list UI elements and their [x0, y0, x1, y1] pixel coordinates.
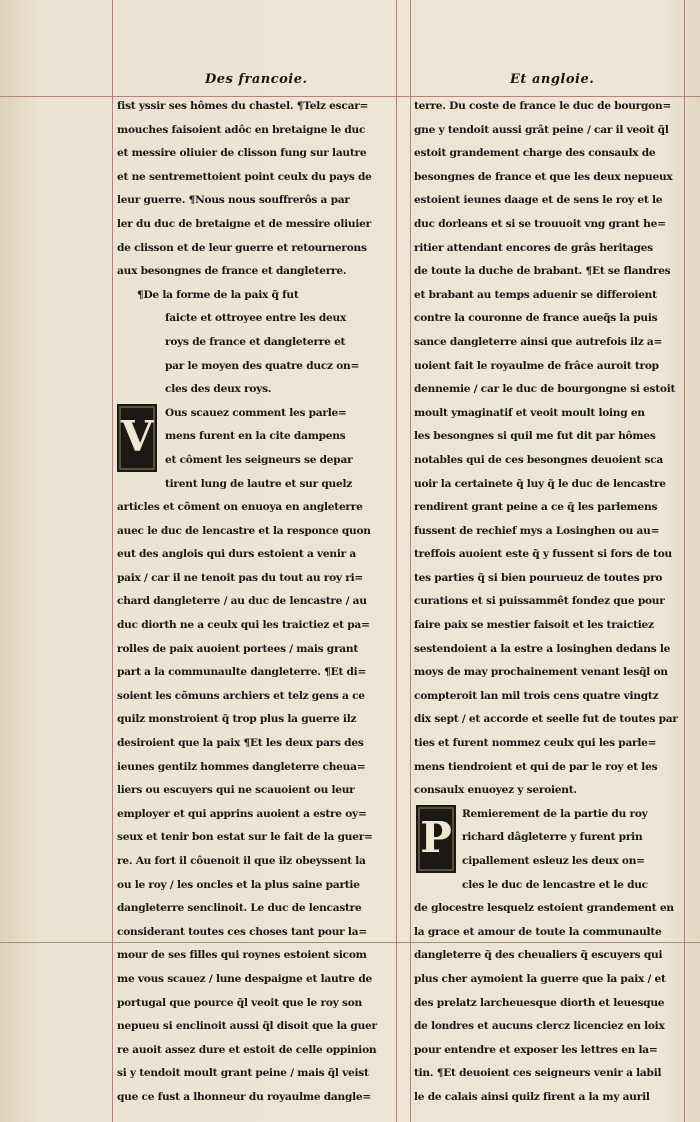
text-line: soient les cõmuns archiers et telz gens a ce [117, 689, 365, 702]
text-line: ou le roy / les oncles et la plus saine partie [117, 878, 360, 891]
text-line: moult ymaginatif et veoit moult loing en [414, 406, 645, 419]
text-line: fussent de rechief mys a Losinghen ou au= [414, 524, 660, 537]
text-line: part a la communaulte dangleterre. ¶Et di= [117, 666, 367, 679]
margin-rule-right [684, 0, 685, 1122]
text-line: duc dorleans et si se trouuoit vng grant he= [414, 217, 666, 230]
text-line: dangleterre senclinoit. Le duc de lencastre [117, 902, 362, 915]
text-line: estoit grandement charge des consaulx de [414, 147, 656, 160]
text-line: portugal que pource q̃l veoit que le roy son [117, 996, 362, 1009]
text-line: cles le duc de lencastre et le duc [462, 878, 648, 891]
text-line: seux et tenir bon estat sur le fait de la guer= [117, 831, 373, 844]
running-head-left: Des francoie. [205, 72, 308, 87]
text-line: richard dâgleterre y furent prin [462, 831, 643, 844]
right-column [414, 95, 684, 1110]
text-line: plus cher aymoient la guerre que la paix / et [414, 972, 666, 985]
text-line: moys de may prochainement venant lesq̃l on [414, 666, 668, 679]
text-line: le de calais ainsi quilz firent a la my auril [414, 1090, 650, 1103]
chapter-heading-line: ¶De la forme de la paix q̃ fut [137, 288, 299, 301]
text-line: tin. ¶Et deuoient ces seigneurs venir a labil [414, 1067, 662, 1080]
text-line: compteroit lan mil trois cens quatre vingtz [414, 689, 659, 702]
text-line: aux besongnes de france et dangleterre. [117, 265, 347, 278]
text-line: duc diorth ne a ceulx qui les traictiez et pa= [117, 619, 370, 632]
text-line: contre la couronne de france aueq̃s la puis [414, 312, 658, 325]
text-line: eut des anglois qui durs estoient a venir a [117, 548, 356, 561]
paragraph-block [117, 402, 395, 1110]
text-line: besongnes de france et que les deux nepueux [414, 170, 673, 183]
text-line: de glocestre lesquelz estoient grandement en [414, 902, 674, 915]
text-line: de clisson et de leur guerre et retournerons [117, 241, 367, 254]
text-line: dix sept / et accorde et seelle fut de toutes par [414, 713, 678, 726]
text-line: treffois auoient este q̃ y fussent si fors de tou [414, 548, 672, 561]
text-line: uoir la certainete q̃ luy q̃ le duc de lencastre [414, 477, 666, 490]
chapter-heading [117, 284, 395, 402]
text-line: rendirent grant peine a ce q̃ les parlemens [414, 501, 658, 514]
text-line: curations et si puissammêt fondez que pour [414, 595, 665, 608]
text-line: estoient ieunes daage et de sens le roy et le [414, 194, 663, 207]
text-line: mouches faisoient adôc en bretaigne le duc [117, 123, 366, 136]
text-line: tirent lung de lautre et sur quelz [165, 477, 353, 490]
text-line: desiroient que la paix ¶Et les deux pars des [117, 737, 364, 750]
margin-rule-gutter-right [410, 0, 411, 1122]
decorated-initial: V [117, 404, 157, 472]
text-line: sestendoient a la estre a losinghen dedans le [414, 642, 671, 655]
text-line: fist yssir ses hômes du chastel. ¶Telz escar= [117, 100, 369, 112]
margin-rule-gutter-left [396, 0, 397, 1122]
text-line: dangleterre q̃ des cheualiers q̃ escuyers qui [414, 949, 663, 962]
text-line: ritier attendant encores de grâs heritages [414, 241, 653, 254]
text-line: ieunes gentilz hommes dangleterre cheua= [117, 760, 366, 773]
text-line: re auoit assez dure et estoit de celle oppinion [117, 1043, 377, 1056]
text-line: ties et furent nommez ceulx qui les parle= [414, 737, 657, 750]
text-line: Remierement de la partie du roy [462, 807, 648, 820]
left-column [117, 95, 395, 1110]
text-line: des prelatz larcheuesque diorth et leuesque [414, 996, 665, 1009]
text-line: me vous scauez / lune despaigne et lautre de [117, 972, 372, 985]
text-line: la grace et amour de toute la communaulte [414, 925, 662, 938]
text-line: si y tendoit moult grant peine / mais q̃l veist [117, 1067, 369, 1080]
decorated-initial: P [416, 805, 456, 873]
text-line: consaulx enuoyez y seroient. [414, 784, 577, 797]
text-line: dennemie / car le duc de bourgongne si estoit [414, 383, 676, 396]
text-line: gne y tendoit aussi grât peine / car il veoit q̃l [414, 123, 669, 136]
text-line: chard dangleterre / au duc de lencastre / au [117, 595, 367, 608]
text-line: uoient fait le royaulme de frâce auroit trop [414, 359, 659, 372]
text-line: et côment les seigneurs se depar [165, 453, 353, 466]
text-line: ler du duc de bretaigne et de messire oliuier [117, 217, 371, 230]
text-line: que ce fust a lhonneur du royaulme dangle= [117, 1090, 372, 1103]
text-line: tes parties q̃ si bien pourueuz de toutes pro [414, 571, 663, 584]
text-line: les besongnes si quil me fut dit par hômes [414, 430, 656, 443]
text-line: faire paix se mestier faisoit et les traictiez [414, 619, 654, 632]
text-line: mens tiendroient et qui de par le roy et les [414, 760, 658, 773]
paragraph-block [117, 95, 395, 284]
running-head-right: Et angloie. [510, 72, 595, 87]
text-line: sance dangleterre ainsi que autrefois ilz a= [414, 335, 663, 348]
text-line: mour de ses filles qui roynes estoient sicom [117, 949, 367, 962]
text-line: et brabant au temps aduenir se differoient [414, 288, 657, 301]
text-line: cipallement esleuz les deux on= [462, 855, 645, 867]
text-line: pour entendre et exposer les lettres en la= [414, 1043, 658, 1056]
text-line: quilz monstroient q̃ trop plus la guerre ilz [117, 713, 357, 726]
paragraph-block [414, 95, 684, 803]
text-line: Ous scauez comment les parle= [165, 406, 347, 419]
text-line: re. Au fort il côuenoit il que ilz obeyssent la [117, 855, 366, 867]
text-line: nepueu si enclinoit aussi q̃l disoit que la guer [117, 1020, 377, 1033]
text-line: terre. Du coste de france le duc de bourgon= [414, 100, 672, 112]
chapter-heading-line: faicte et ottroyee entre les deux [165, 312, 347, 325]
paragraph-block [414, 803, 684, 1110]
text-line: de londres et aucuns clercz licenciez en loix [414, 1020, 665, 1033]
text-line: et messire oliuier de clisson fung sur lautre [117, 147, 367, 160]
text-line: articles et cõment on enuoya en angleterre [117, 501, 363, 514]
text-line: de toute la duche de brabant. ¶Et se flandres [414, 265, 671, 278]
text-line: leur guerre. ¶Nous nous souffrerôs a par [117, 194, 350, 207]
text-line: considerant toutes ces choses tant pour la= [117, 925, 367, 938]
margin-rule-left [112, 0, 113, 1122]
text-line: notables qui de ces besongnes deuoient sca [414, 453, 663, 466]
text-line: et ne sentremettoient point ceulx du pays de [117, 170, 372, 183]
text-line: paix / car il ne tenoit pas du tout au roy ri= [117, 571, 364, 584]
chapter-heading-line: par le moyen des quatre ducz on= [165, 359, 360, 372]
text-line: liers ou escuyers qui ne scauoient ou leur [117, 784, 355, 797]
text-line: rolles de paix auoient portees / mais grant [117, 642, 358, 655]
chapter-heading-line: cles des deux roys. [165, 383, 272, 396]
text-line: employer et qui apprins auoient a estre oy= [117, 807, 367, 820]
text-line: auec le duc de lencastre et la responce quon [117, 524, 371, 537]
chapter-heading-line: roys de france et dangleterre et [165, 335, 346, 348]
text-line: mens furent en la cite dampens [165, 430, 346, 443]
